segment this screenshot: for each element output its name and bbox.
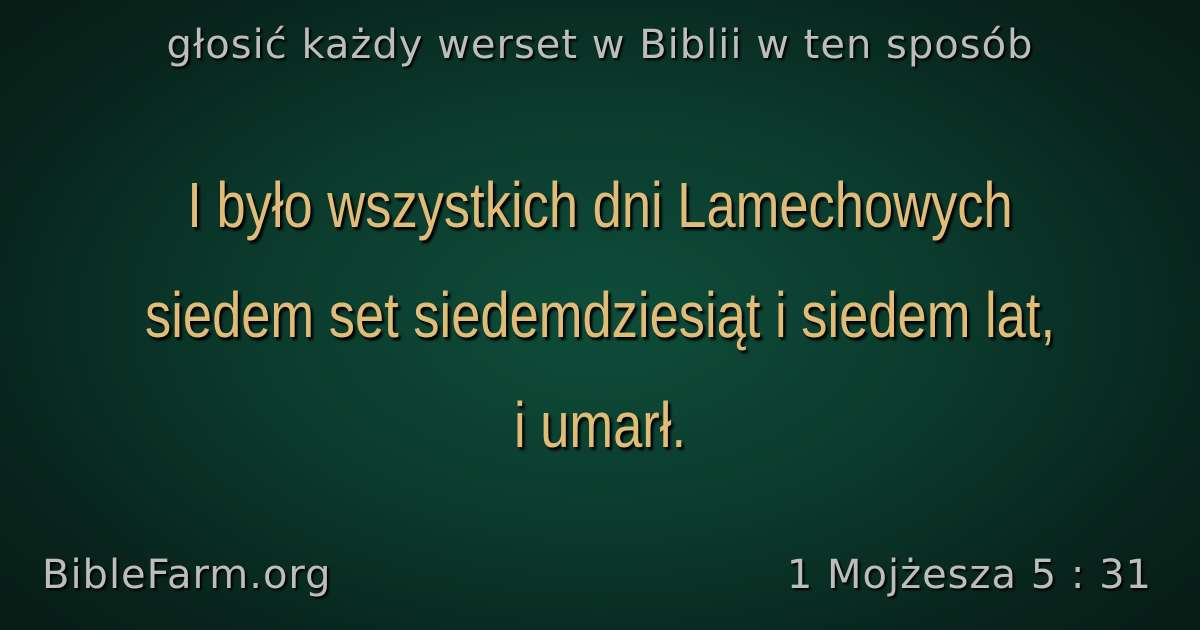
tagline: głosić każdy werset w Biblii w ten sposób xyxy=(166,22,1034,68)
verse-reference: 1 Mojżesza 5 : 31 xyxy=(786,552,1152,598)
site-name: BibleFarm.org xyxy=(42,552,332,598)
verse-text: I było wszystkich dni Lamechowych siedem set siedemdziesiąt i siedem lat, i umarł. xyxy=(144,169,1056,461)
